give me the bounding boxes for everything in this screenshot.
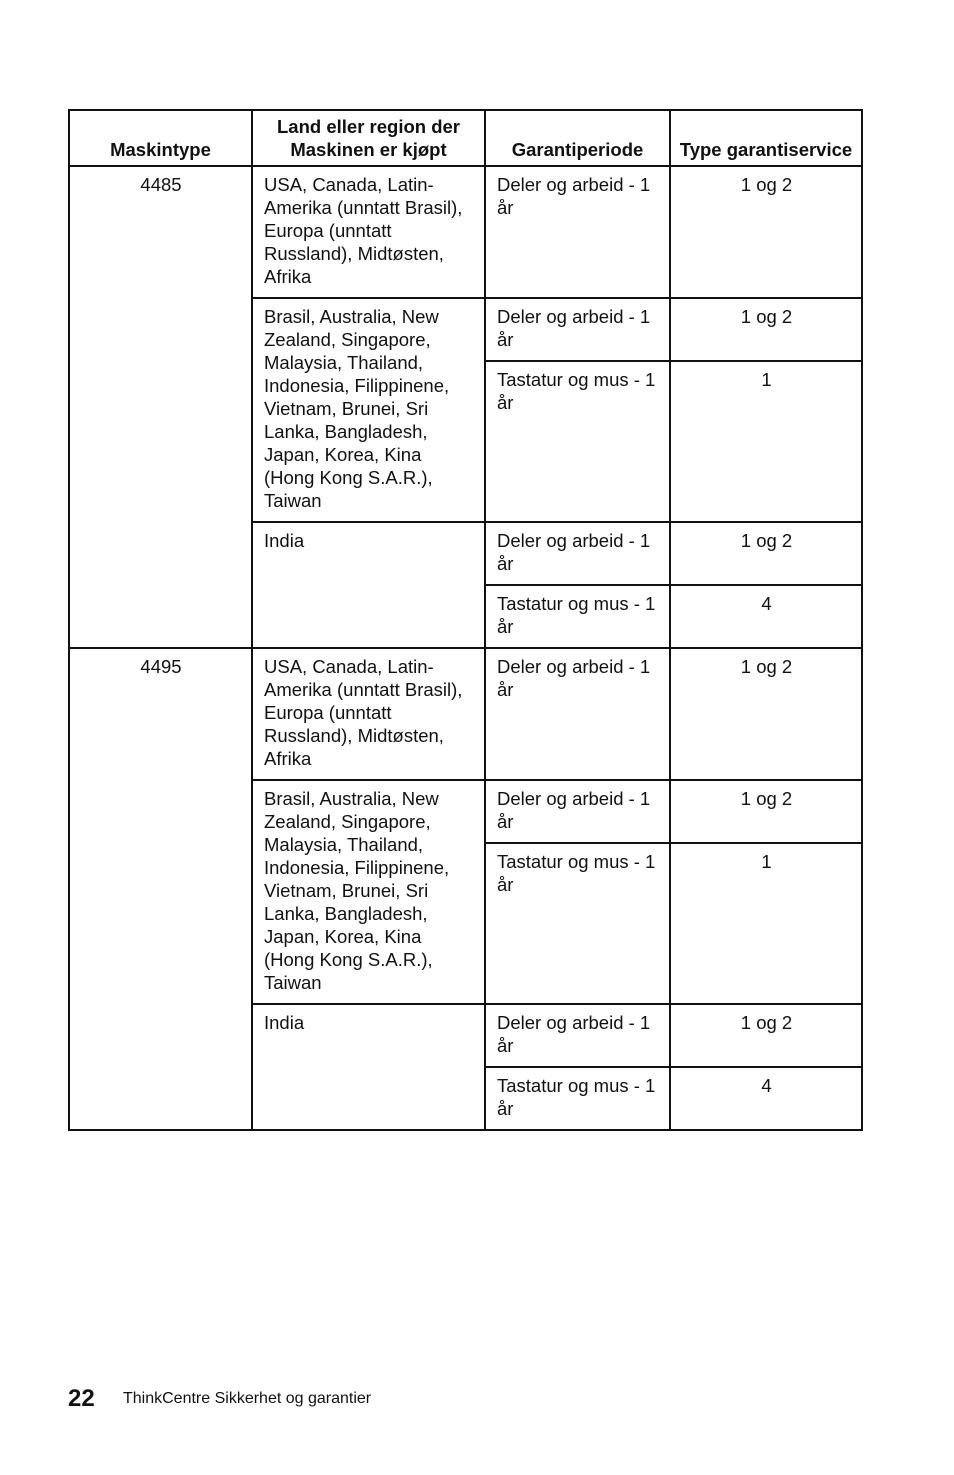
service-type-cell: 1 og 2 — [670, 780, 862, 843]
country-cell: Brasil, Australia, New Zealand, Singapore, Malaysia, Thailand, Indonesia, Filippinene, Vietnam, Brunei, Sri Lanka, Bangladesh, Japan, Korea, Kina (Hong Kong S.A.R.), Taiwan — [252, 780, 485, 1004]
machine-type-cell: 4495 — [69, 648, 252, 1130]
header-machine-type: Maskintype — [69, 110, 252, 166]
period-cell: Tastatur og mus - 1 år — [485, 361, 670, 522]
period-cell: Deler og arbeid - 1 år — [485, 522, 670, 585]
period-cell: Tastatur og mus - 1 år — [485, 1067, 670, 1130]
country-cell: USA, Canada, Latin-Amerika (unntatt Brasil), Europa (unntatt Russland), Midtøsten, Afrika — [252, 648, 485, 780]
service-type-cell: 1 og 2 — [670, 298, 862, 361]
page-number: 22 — [68, 1385, 95, 1412]
machine-type-cell: 4485 — [69, 166, 252, 648]
period-cell: Deler og arbeid - 1 år — [485, 1004, 670, 1067]
country-cell: Brasil, Australia, New Zealand, Singapore, Malaysia, Thailand, Indonesia, Filippinene, Vietnam, Brunei, Sri Lanka, Bangladesh, Japan, Korea, Kina (Hong Kong S.A.R.), Taiwan — [252, 298, 485, 522]
country-cell: India — [252, 1004, 485, 1130]
service-type-cell: 4 — [670, 585, 862, 648]
table-row — [69, 166, 862, 298]
service-type-cell: 4 — [670, 1067, 862, 1130]
service-type-cell: 1 og 2 — [670, 1004, 862, 1067]
period-cell: Deler og arbeid - 1 år — [485, 648, 670, 780]
service-type-cell: 1 og 2 — [670, 648, 862, 780]
period-cell: Deler og arbeid - 1 år — [485, 166, 670, 298]
header-country: Land eller region der Maskinen er kjøpt — [252, 110, 485, 166]
table-row — [69, 648, 862, 780]
table-header-row — [69, 110, 862, 166]
service-type-cell: 1 og 2 — [670, 522, 862, 585]
service-type-cell: 1 — [670, 361, 862, 522]
period-cell: Tastatur og mus - 1 år — [485, 585, 670, 648]
period-cell: Tastatur og mus - 1 år — [485, 843, 670, 1004]
period-cell: Deler og arbeid - 1 år — [485, 780, 670, 843]
period-cell: Deler og arbeid - 1 år — [485, 298, 670, 361]
footer-document-title: ThinkCentre Sikkerhet og garantier — [123, 1390, 372, 1407]
service-type-cell: 1 og 2 — [670, 166, 862, 298]
warranty-table — [68, 109, 863, 1131]
country-cell: USA, Canada, Latin-Amerika (unntatt Brasil), Europa (unntatt Russland), Midtøsten, Afrika — [252, 166, 485, 298]
header-warranty-period: Garantiperiode — [485, 110, 670, 166]
country-cell: India — [252, 522, 485, 648]
service-type-cell: 1 — [670, 843, 862, 1004]
header-warranty-service-type: Type garantiservice — [670, 110, 862, 166]
